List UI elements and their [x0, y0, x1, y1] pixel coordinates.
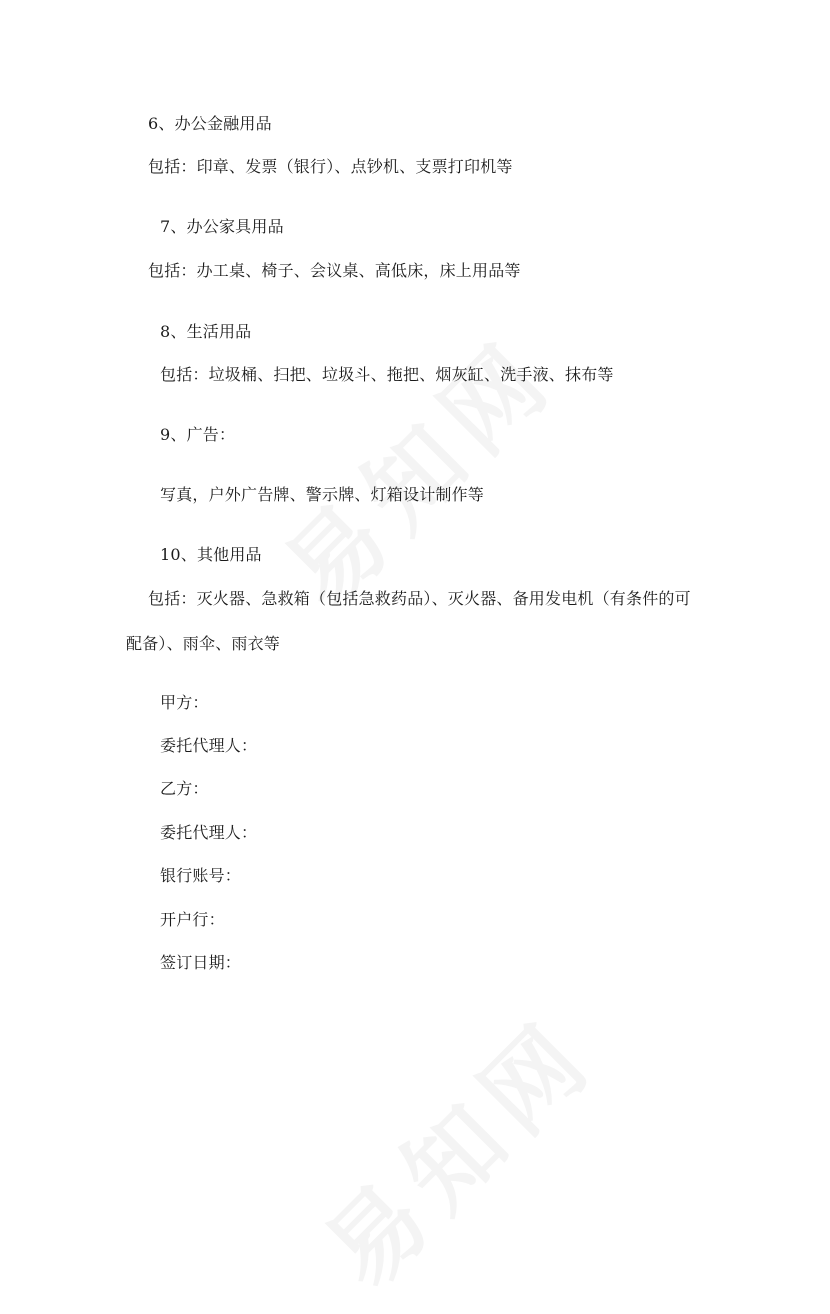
watermark-bottom: [290, 983, 620, 1313]
sign-date-label: 签订日期：: [160, 953, 242, 972]
section-8-heading: 8、生活用品: [160, 322, 252, 341]
party-b-label: 乙方：: [160, 779, 209, 798]
section-6-content: 包括：印章、发票（银行）、点钞机、支票打印机等: [148, 157, 513, 176]
bank-account-label: 银行账号：: [160, 866, 242, 885]
section-10-content-line2: 配备）、雨伞、雨衣等: [126, 634, 281, 653]
section-10-content-line1: 包括：灭火器、急救箱（包括急救药品）、灭火器、备用发电机（有条件的可: [148, 589, 691, 608]
party-a-label: 甲方：: [160, 693, 209, 712]
party-a-agent-label: 委托代理人：: [160, 736, 258, 755]
section-7-heading: 7、办公家具用品: [160, 217, 284, 236]
section-8-content: 包括：垃圾桶、扫把、垃圾斗、拖把、烟灰缸、洗手液、抹布等: [160, 365, 614, 384]
section-6-heading: 6、办公金融用品: [148, 114, 272, 133]
opening-bank-label: 开户行：: [160, 910, 225, 929]
watermark: [250, 303, 580, 633]
party-b-agent-label: 委托代理人：: [160, 823, 258, 842]
section-9-heading: 9、广告：: [160, 425, 236, 444]
section-7-content: 包括：办工桌、椅子、会议桌、高低床，床上用品等: [148, 261, 521, 280]
section-10-heading: 10、其他用品: [160, 545, 262, 564]
section-9-content: 写真，户外广告牌、警示牌、灯箱设计制作等: [160, 485, 485, 504]
